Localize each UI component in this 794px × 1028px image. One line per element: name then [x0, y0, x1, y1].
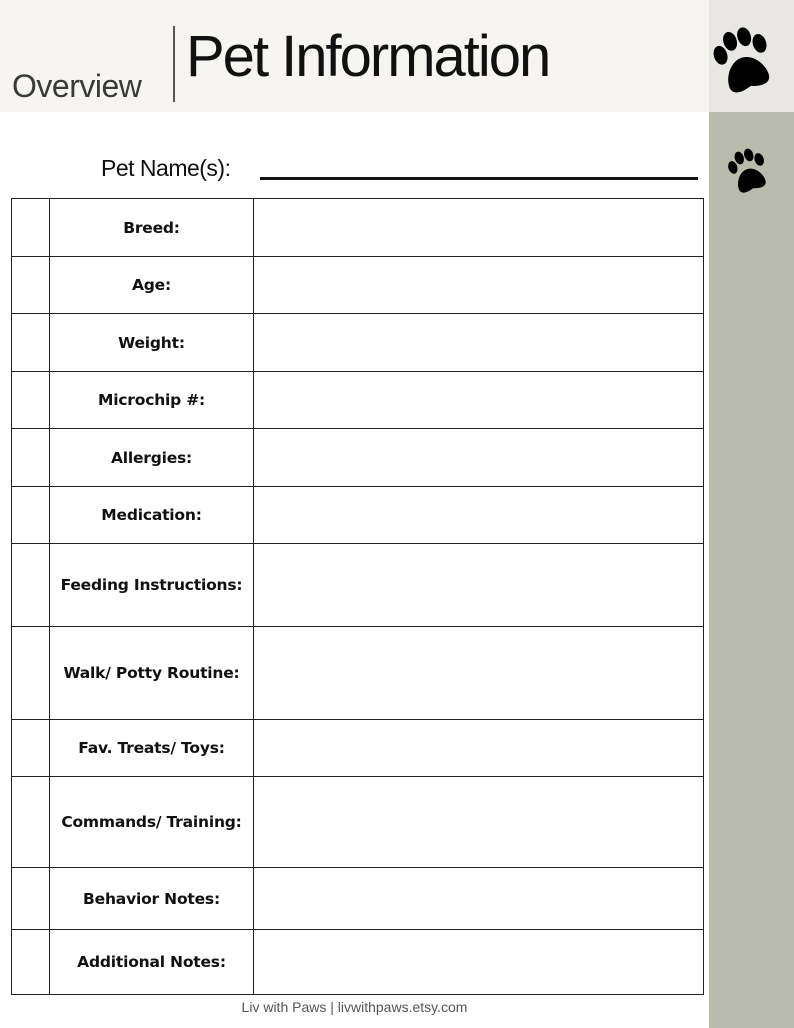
sidebar-panel: [709, 112, 794, 1028]
paw-print-icon: [706, 22, 780, 102]
row-checkbox[interactable]: [12, 930, 50, 995]
field-label: Commands/ Training:: [50, 777, 254, 868]
paw-print-icon: [723, 145, 773, 199]
field-label: Walk/ Potty Routine:: [50, 627, 254, 720]
pet-info-table: [11, 198, 704, 995]
field-value[interactable]: [254, 314, 704, 372]
field-label: Weight:: [50, 314, 254, 372]
field-label: Feeding Instructions:: [50, 544, 254, 627]
table-row: [12, 314, 704, 372]
field-value[interactable]: [254, 720, 704, 777]
row-checkbox[interactable]: [12, 544, 50, 627]
field-value[interactable]: [254, 372, 704, 429]
table-row: [12, 720, 704, 777]
table-row: [12, 930, 704, 995]
field-value[interactable]: [254, 487, 704, 544]
pet-name-label: Pet Name(s):: [101, 155, 231, 181]
table-row: [12, 777, 704, 868]
table-row: [12, 627, 704, 720]
table-row: [12, 544, 704, 627]
field-label: Medication:: [50, 487, 254, 544]
row-checkbox[interactable]: [12, 257, 50, 314]
field-value[interactable]: [254, 199, 704, 257]
field-label: Fav. Treats/ Toys:: [50, 720, 254, 777]
row-checkbox[interactable]: [12, 627, 50, 720]
table-row: [12, 257, 704, 314]
field-label: Additional Notes:: [50, 930, 254, 995]
section-label: Overview: [12, 68, 142, 104]
field-label: Breed:: [50, 199, 254, 257]
field-value[interactable]: [254, 627, 704, 720]
table-row: [12, 372, 704, 429]
row-checkbox[interactable]: [12, 199, 50, 257]
row-checkbox[interactable]: [12, 487, 50, 544]
field-label: Age:: [50, 257, 254, 314]
row-checkbox[interactable]: [12, 720, 50, 777]
row-checkbox[interactable]: [12, 868, 50, 930]
field-value[interactable]: [254, 257, 704, 314]
table-row: [12, 199, 704, 257]
pet-name-field[interactable]: [260, 177, 698, 180]
row-checkbox[interactable]: [12, 429, 50, 487]
field-value[interactable]: [254, 544, 704, 627]
field-value[interactable]: [254, 777, 704, 868]
table-row: [12, 429, 704, 487]
row-checkbox[interactable]: [12, 372, 50, 429]
field-label: Behavior Notes:: [50, 868, 254, 930]
field-label: Allergies:: [50, 429, 254, 487]
field-label: Microchip #:: [50, 372, 254, 429]
table-row: [12, 487, 704, 544]
field-value[interactable]: [254, 429, 704, 487]
field-value[interactable]: [254, 930, 704, 995]
row-checkbox[interactable]: [12, 777, 50, 868]
field-value[interactable]: [254, 868, 704, 930]
row-checkbox[interactable]: [12, 314, 50, 372]
table-row: [12, 868, 704, 930]
page-title: Pet Information: [186, 24, 550, 89]
title-divider: [173, 26, 175, 102]
footer-credit: Liv with Paws | livwithpaws.etsy.com: [241, 999, 468, 1015]
